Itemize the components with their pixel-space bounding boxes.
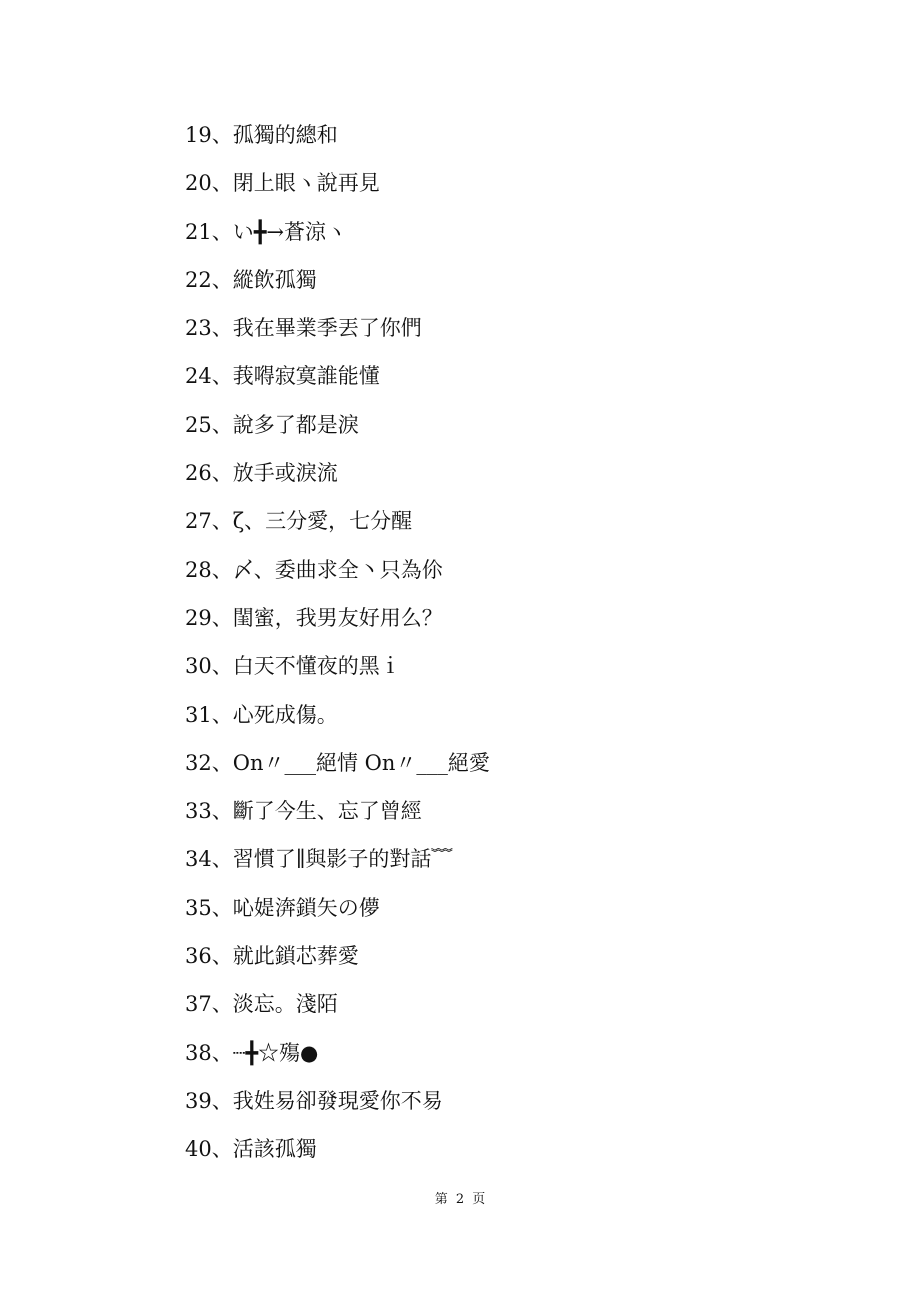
list-item: 36、就此鎖芯葬愛 — [185, 944, 359, 969]
list-item: 31、心死成傷。 — [185, 702, 338, 727]
list-item: 30、白天不懂夜的黑ｉ — [185, 654, 401, 679]
page-number: 2 — [455, 1192, 465, 1207]
list-item: 32、Оn〃___絕情 Оn〃___絕愛 — [185, 750, 490, 775]
list-item: 25、說多了都是淚 — [185, 412, 359, 437]
list-item: 20、閉上眼ヽ說再見 — [185, 171, 380, 196]
list-item: 26、放手或淚流 — [185, 461, 338, 486]
page-footer — [0, 1190, 920, 1210]
list-item: 37、淡忘。淺陌 — [185, 992, 338, 1017]
list-item: 35、吣媞渀鎖矢の儚 — [185, 895, 380, 920]
list-item: 39、我姓易卻發現愛你不易 — [185, 1088, 443, 1113]
nickname-list — [185, 117, 490, 1180]
list-item: 27、ζ、三分愛，七分醒 — [185, 509, 413, 534]
list-item: 29、閨蜜，我男友好用么？ — [185, 605, 443, 630]
list-item: 23、我在畢業季丟了你們 — [185, 316, 422, 341]
list-item: 34、習慣了∥與影子的對話﹌ — [185, 847, 453, 872]
list-item: 40、活該孤獨 — [185, 1137, 317, 1162]
list-item: 28、〆、委曲求全丶只為伱 — [185, 557, 443, 582]
list-item: 38、┈╋☆殤● — [185, 1040, 319, 1065]
list-item: 33、斷了今生、忘了曾經 — [185, 799, 422, 824]
list-item: 22、縱飲孤獨 — [185, 267, 317, 292]
list-item: 19、孤獨的總和 — [185, 123, 338, 147]
list-item: 21、い╋→蒼涼ヽ — [185, 219, 347, 244]
list-item: 24、莪嘚寂寞誰能懂 — [185, 364, 380, 389]
page-number-suffix: 页 — [472, 1192, 486, 1207]
page-number-prefix: 第 — [434, 1192, 448, 1207]
